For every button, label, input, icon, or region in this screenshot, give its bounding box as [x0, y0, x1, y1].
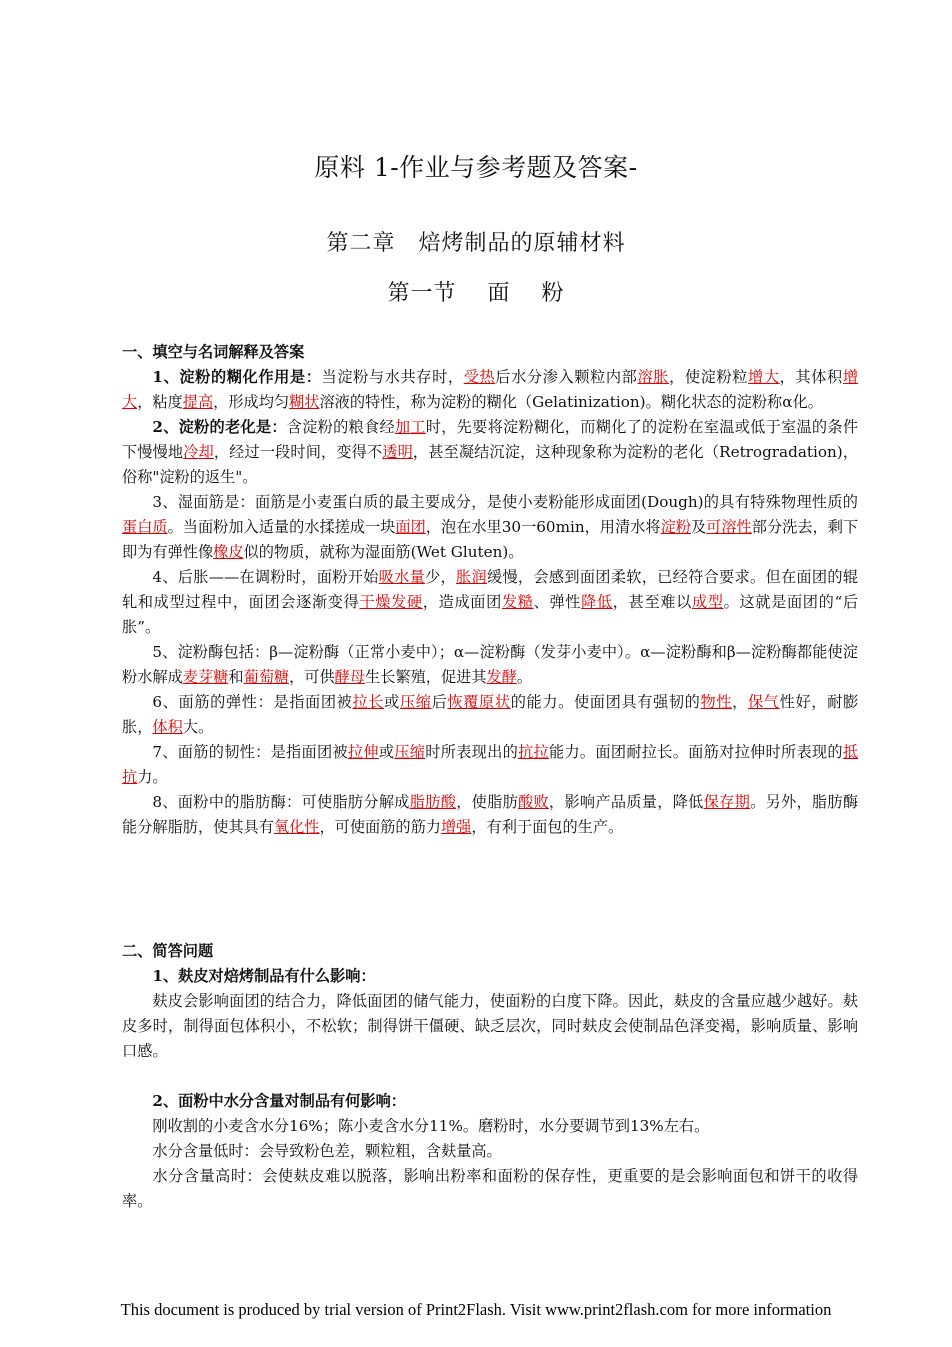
item-text: ，造成面团	[422, 593, 502, 611]
item-text: 8、面粉中的脂肪酶：可使脂肪分解成	[152, 793, 410, 811]
answer-keyword: 降低	[581, 593, 613, 611]
definition-item	[122, 565, 858, 640]
item-text: 力。	[137, 768, 168, 786]
item-text: ，可使面筋的筋力	[319, 818, 441, 836]
item-text: ，可供	[289, 668, 335, 686]
answer-keyword: 发糙	[501, 593, 534, 611]
item-text: 5、淀粉酶包括：β—淀粉酶（正常小麦中）；α—淀粉酶（发芽小麦中）。α—淀粉酶和β—淀粉酶都能使淀粉水解成	[122, 643, 858, 686]
item-text: 7、面筋的韧性：是指面团被	[152, 743, 348, 761]
item-text: 性好，耐膨胀，	[122, 693, 859, 736]
answer-keyword: 压缩	[399, 693, 432, 711]
item-text: ，粘度	[137, 393, 183, 411]
answer-2-line-1: 刚收割的小麦含水分16%；陈小麦含水分11%。磨粉时，水分要调节到13%左右。	[152, 1117, 710, 1135]
answer-keyword: 干燥发硬	[359, 593, 423, 611]
item-text: 。另外，脂肪酶能分解脂肪，使其具有	[122, 793, 859, 836]
item-text: 缓慢，会感到面团柔软，已经符合要求。但在面团的辊轧和成型过程中，面团会逐渐变得	[122, 568, 859, 611]
trial-footer-notice: This document is produced by trial version of Print2Flash. Visit www.print2flash.com for more information	[120, 1300, 832, 1319]
answer-keyword: 溶胀	[637, 368, 670, 386]
answer-1: 麸皮会影响面团的结合力，降低面团的储气能力，使面粉的白度下降。因此，麸皮的含量应越少越好。麸皮多时，制得面包体积小，不松软；制得饼干僵硬、缺乏层次，同时麸皮会使制品色泽变褐，影响质量、影响口感。	[122, 992, 858, 1060]
item-text: ，甚至难以	[612, 593, 692, 611]
chapter-heading: 第二章 焙烤制品的原辅材料	[326, 231, 626, 256]
item-text: 溶液的特性，称为淀粉的糊化（Gelatinization)。糊化状态的淀粉称α化。	[319, 393, 823, 411]
answer-keyword: 葡萄糖	[243, 668, 290, 686]
definition-item	[122, 490, 858, 565]
definition-item	[122, 365, 858, 415]
answer-keyword: 橡皮	[213, 543, 244, 561]
answer-keyword: 吸水量	[378, 568, 426, 586]
answer-keyword: 抵抗	[122, 743, 859, 786]
item-text: 后	[431, 693, 448, 711]
answer-2-line-3: 水分含量高时：会使麸皮难以脱落，影响出粉率和面粉的保存性，更重要的是会影响面包和饼干的收得率。	[122, 1167, 858, 1210]
part2-block	[122, 939, 858, 1214]
item-text: 当淀粉与水共存时，	[321, 368, 464, 386]
item-text: 4、后胀——在调粉时，面粉开始	[152, 568, 379, 586]
item-text: ，经过一段时间，变得不	[213, 443, 383, 461]
item-text: ，使淀粉粒	[669, 368, 749, 386]
section-heading: 第一节 面 粉	[387, 281, 565, 306]
answer-keyword: 面团	[395, 518, 426, 536]
answer-keyword: 增大	[122, 368, 859, 411]
item-text: ，使脂肪	[456, 793, 519, 811]
answer-keyword: 保存期	[703, 793, 751, 811]
answer-keyword: 氧化性	[273, 818, 320, 836]
item-text: ，形成均匀	[213, 393, 290, 411]
item-text: ，泡在水里30一60min，用清水将	[425, 518, 661, 536]
item-text: 后水分渗入颗粒内部	[495, 368, 638, 386]
answer-keyword: 恢覆原状	[447, 693, 511, 711]
item-text: ，	[732, 693, 748, 711]
item-text: 或	[384, 693, 400, 711]
item-text: 6、面筋的弹性：是指面团被	[152, 693, 353, 711]
item-text: 能力。面团耐拉长。面筋对拉伸时所表现的	[549, 743, 843, 761]
item-text: 部分洗去，剩下即为有弹性像	[122, 518, 859, 561]
answer-keyword: 受热	[463, 368, 496, 386]
item-text: 和	[228, 668, 244, 686]
answer-keyword: 保气	[747, 693, 780, 711]
item-text: 含淀粉的粮食经	[286, 418, 395, 436]
answer-keyword: 酵母	[334, 668, 365, 686]
term-label: 1、淀粉的糊化作用是：	[152, 368, 322, 386]
question-1: 1、麸皮对焙烤制品有什么影响：	[152, 967, 376, 985]
item-text: 生长繁殖，促进其	[365, 668, 487, 686]
item-text: ，甚至凝结沉淀，这种现象称为淀粉的老化（Retrogradation)，俗称"淀粉的返生"。	[122, 443, 859, 486]
answer-keyword: 加工	[394, 418, 426, 436]
answer-keyword: 发酵	[486, 668, 517, 686]
item-text: 少，	[425, 568, 457, 586]
answer-keyword: 脂肪酸	[409, 793, 457, 811]
answer-keyword: 冷却	[183, 443, 214, 461]
item-text: ，影响产品质量，降低	[549, 793, 704, 811]
answer-keyword: 糊状	[289, 393, 320, 411]
answer-keyword: 透明	[382, 443, 413, 461]
item-text: 时，先要将淀粉糊化，而糊化了的淀粉在室温或低于室温的条件下慢慢地	[122, 418, 859, 461]
answer-keyword: 可溶性	[706, 518, 752, 536]
answer-keyword: 物性	[700, 693, 733, 711]
item-text: 、弹性	[533, 593, 582, 611]
document-title: 原料 1-作业与参考题及答案-	[314, 153, 638, 182]
question-2: 2、面粉中水分含量对制品有何影响：	[152, 1092, 406, 1110]
answer-keyword: 酸败	[518, 793, 549, 811]
definition-item	[122, 790, 858, 840]
answer-keyword: 增大	[748, 368, 780, 386]
item-text: ，其体积	[779, 368, 843, 386]
spacer	[122, 1064, 858, 1089]
answer-keyword: 抗拉	[518, 743, 549, 761]
definition-item	[122, 690, 858, 740]
answer-keyword: 胀润	[456, 568, 487, 586]
definition-item	[122, 415, 858, 490]
item-text: 。当面粉加入适量的水揉搓成一块	[167, 518, 396, 536]
item-text: 的能力。使面团具有强韧的	[510, 693, 701, 711]
answer-keyword: 拉伸	[347, 743, 379, 761]
item-text: 大。	[182, 718, 214, 736]
answer-keyword: 压缩	[394, 743, 426, 761]
item-text: 及	[690, 518, 707, 536]
item-text: 或	[378, 743, 395, 761]
part1-items	[122, 365, 858, 840]
item-text: 时所表现出的	[425, 743, 519, 761]
part1-block	[122, 340, 858, 840]
answer-keyword: 拉长	[352, 693, 385, 711]
item-text: 3、湿面筋是：面筋是小麦蛋白质的最主要成分，是使小麦粉能形成面团(Dough)的具有特殊物理性质的	[152, 493, 858, 511]
answer-keyword: 体积	[152, 718, 183, 736]
part1-heading: 一、填空与名词解释及答案	[122, 343, 305, 361]
item-text: 。这就是面团的“后胀”。	[122, 593, 859, 636]
answer-keyword: 增强	[440, 818, 472, 836]
definition-item	[122, 740, 858, 790]
answer-keyword: 提高	[182, 393, 214, 411]
term-label: 2、淀粉的老化是：	[152, 418, 287, 436]
answer-keyword: 蛋白质	[122, 518, 168, 536]
part2-heading: 二、简答问题	[122, 942, 214, 960]
answer-keyword: 淀粉	[660, 518, 691, 536]
item-text: ，有利于面包的生产。	[471, 818, 624, 836]
item-text: 。	[516, 668, 533, 686]
answer-keyword: 麦芽糖	[182, 668, 229, 686]
definition-item	[122, 640, 858, 690]
item-text: 似的物质，就称为湿面筋(Wet Gluten)。	[243, 543, 524, 561]
answer-keyword: 成型	[691, 593, 724, 611]
answer-2-line-2: 水分含量低时：会导致粉色差，颗粒粗，含麸量高。	[152, 1142, 502, 1160]
